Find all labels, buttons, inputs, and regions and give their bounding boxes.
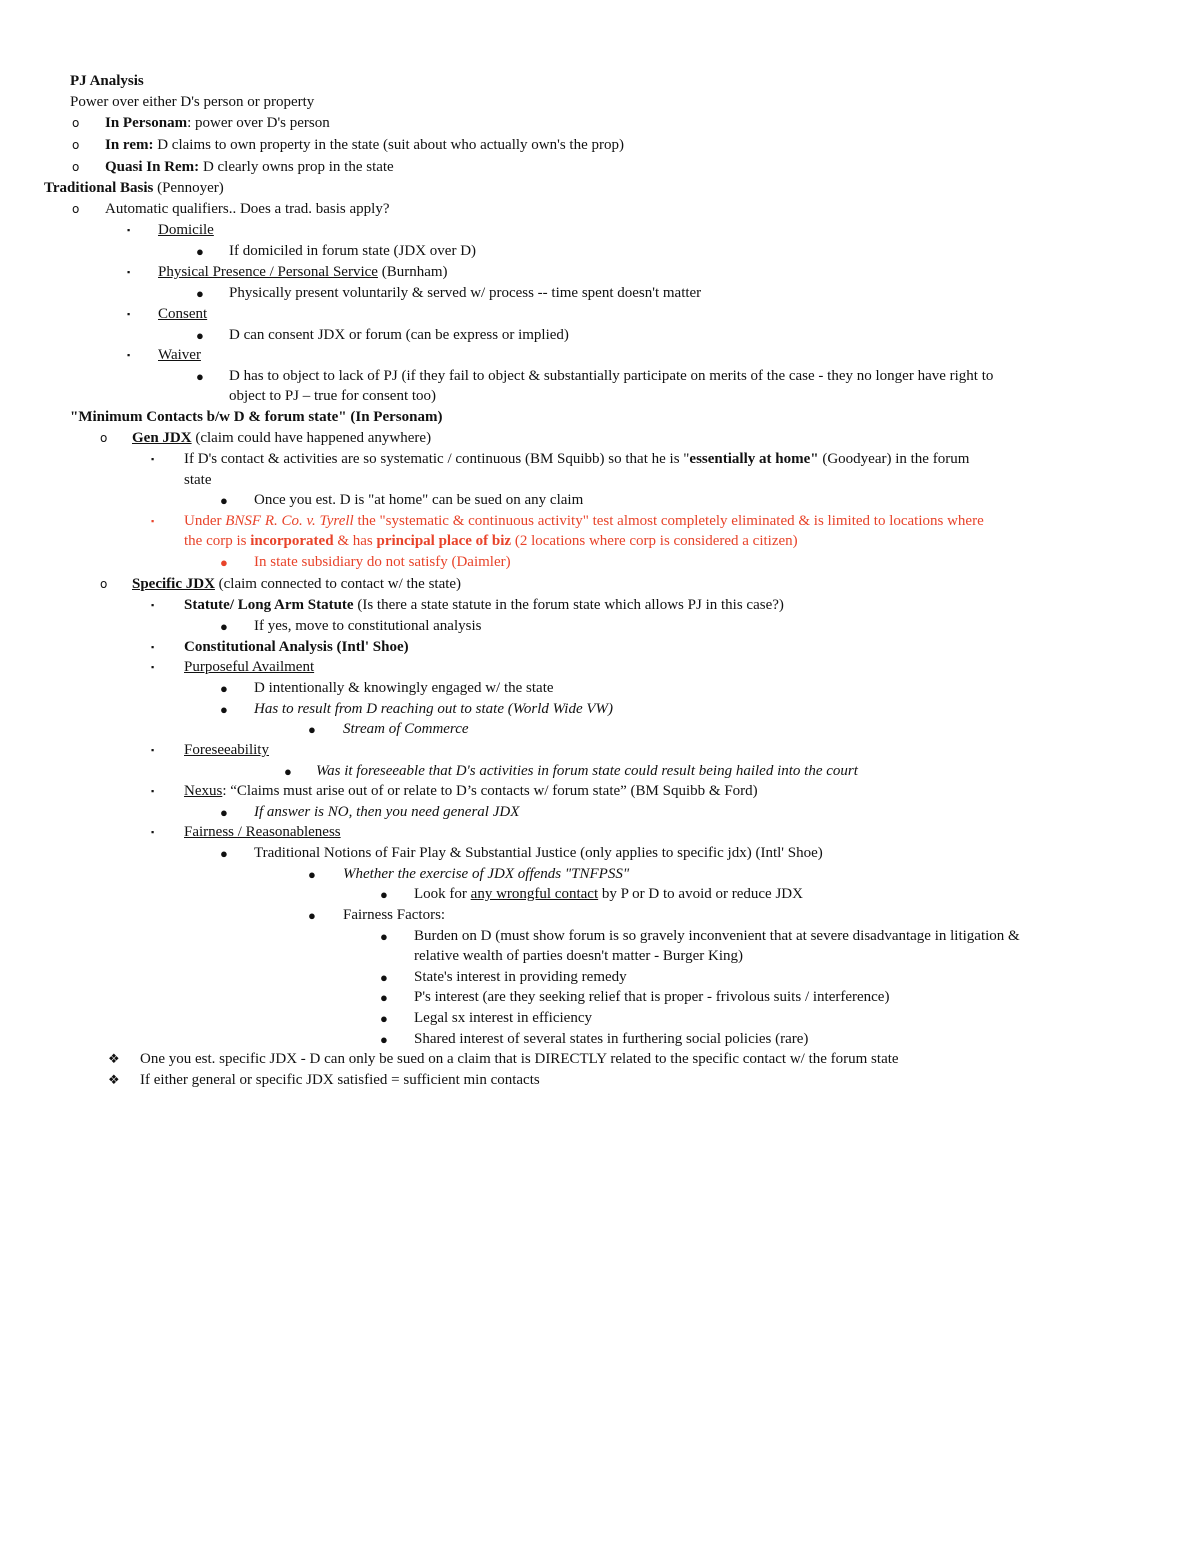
conclusion-2: If either general or specific JDX satisfied = sufficient min contacts bbox=[140, 1072, 540, 1088]
conclusion-1: One you est. specific JDX - D can only be sued on a claim that is DIRECTLY related to the specific contact w/ the forum state bbox=[140, 1051, 899, 1067]
circle-bullet-icon: o bbox=[72, 202, 80, 216]
factor-p: P's interest (are they seeking relief that is proper - frivolous suits / interference) bbox=[414, 989, 890, 1005]
specific-jdx-label: Specific JDX bbox=[132, 576, 215, 592]
square-bullet-icon: ▪ bbox=[127, 309, 131, 319]
factor-state: State's interest in providing remedy bbox=[414, 969, 627, 985]
quasi-in-rem-text: D clearly owns prop in the state bbox=[199, 159, 394, 175]
traditional-case: (Pennoyer) bbox=[153, 180, 224, 196]
diamond-bullet-icon: ❖ bbox=[108, 1073, 120, 1088]
factor-burden-1: Burden on D (must show forum is so gravely inconvenient that at severe disadvantage in litigation & bbox=[414, 928, 1020, 944]
dot-bullet-icon: ● bbox=[220, 681, 228, 696]
consent-detail: D can consent JDX or forum (can be express or implied) bbox=[229, 327, 569, 343]
lookfor-underlined: any wrongful contact bbox=[470, 886, 599, 902]
square-bullet-icon: ▪ bbox=[127, 225, 131, 235]
fairness-label: Fairness / Reasonableness bbox=[184, 824, 341, 840]
in-personam-label: In Personam bbox=[105, 115, 188, 131]
factor-shared: Shared interest of several states in furthering social policies (rare) bbox=[414, 1031, 809, 1047]
gen-rule-text-2: (Goodyear) in the forum bbox=[818, 451, 970, 467]
bnsf2-text: the corp is bbox=[184, 533, 251, 549]
gen-rule-text: If D's contact & activities are so systematic / continuous (BM Squibb) so that he is " bbox=[184, 451, 690, 467]
waiver-detail-1: D has to object to lack of PJ (if they fail to object & substantially participate on merits of the case - they no longer have right to bbox=[229, 368, 994, 384]
circle-bullet-icon: o bbox=[72, 160, 80, 174]
whether-text: Whether the exercise of JDX offends "TNFPSS" bbox=[343, 866, 630, 882]
factor-legal: Legal sx interest in efficiency bbox=[414, 1010, 592, 1026]
bnsf-text-2: the "systematic & continuous activity" test almost completely eliminated & is limited to locations where bbox=[353, 513, 984, 529]
nexus-text: : “Claims must arise out of or relate to D’s contacts w/ forum state” (BM Squibb & Ford) bbox=[222, 783, 758, 799]
dot-bullet-icon: ● bbox=[220, 555, 228, 570]
fairness-factors-label: Fairness Factors: bbox=[343, 907, 446, 923]
dot-bullet-icon: ● bbox=[196, 286, 204, 301]
bnsf2-text-3: (2 locations where corp is considered a citizen) bbox=[511, 533, 798, 549]
gen-rule-bold: essentially at home" bbox=[689, 451, 819, 467]
square-bullet-icon: ▪ bbox=[151, 662, 155, 672]
waiver-detail-2: object to PJ – true for consent too) bbox=[229, 388, 437, 404]
dot-bullet-icon: ● bbox=[380, 929, 388, 944]
dot-bullet-icon: ● bbox=[308, 867, 316, 882]
dot-bullet-icon: ● bbox=[380, 990, 388, 1005]
availment-detail-2: Has to result from D reaching out to state (World Wide VW) bbox=[254, 701, 614, 717]
square-bullet-icon: ▪ bbox=[127, 350, 131, 360]
statute-label: Statute/ Long Arm Statute bbox=[184, 597, 354, 613]
domicile-label: Domicile bbox=[158, 222, 214, 238]
traditional-question: Automatic qualifiers.. Does a trad. basis apply? bbox=[105, 201, 390, 217]
dot-bullet-icon: ● bbox=[196, 369, 204, 384]
availment-label: Purposeful Availment bbox=[184, 659, 315, 675]
circle-bullet-icon: o bbox=[72, 116, 80, 130]
waiver-label: Waiver bbox=[158, 347, 201, 363]
nexus-label: Nexus bbox=[184, 783, 223, 799]
bnsf2-incorporated: incorporated bbox=[250, 533, 334, 549]
square-bullet-icon: ▪ bbox=[127, 267, 131, 277]
dot-bullet-icon: ● bbox=[196, 328, 204, 343]
min-contacts-heading: "Minimum Contacts b/w D & forum state" (In Personam) bbox=[70, 409, 443, 425]
statute-yes-text: If yes, move to constitutional analysis bbox=[254, 618, 482, 634]
stream-of-commerce: Stream of Commerce bbox=[343, 721, 469, 737]
lookfor-text-2: by P or D to avoid or reduce JDX bbox=[598, 886, 803, 902]
square-bullet-icon: ▪ bbox=[151, 600, 155, 610]
foreseeability-question: Was it foreseeable that D's activities in forum state could result being hailed into the court bbox=[316, 763, 858, 779]
bnsf-case: BNSF R. Co. v. Tyrell bbox=[225, 513, 354, 529]
availment-detail-1: D intentionally & knowingly engaged w/ the state bbox=[254, 680, 554, 696]
in-rem-label: In rem: bbox=[105, 137, 154, 153]
circle-bullet-icon: o bbox=[100, 577, 108, 591]
specific-jdx-note: (claim connected to contact w/ the state) bbox=[214, 576, 462, 592]
factor-burden-2: relative wealth of parties doesn't matter - Burger King) bbox=[414, 948, 743, 964]
presence-detail: Physically present voluntarily & served w/ process -- time spent doesn't matter bbox=[229, 285, 702, 301]
in-rem-text: D claims to own property in the state (suit about who actually own's the prop) bbox=[153, 137, 624, 153]
dot-bullet-icon: ● bbox=[284, 764, 292, 779]
presence-case: (Burnham) bbox=[377, 264, 448, 280]
gen-jdx-note: (claim could have happened anywhere) bbox=[191, 430, 432, 446]
dot-bullet-icon: ● bbox=[308, 722, 316, 737]
quasi-in-rem-label: Quasi In Rem: bbox=[105, 159, 200, 175]
dot-bullet-icon: ● bbox=[220, 805, 228, 820]
foreseeability-label: Foreseeability bbox=[184, 742, 269, 758]
document-title: PJ Analysis bbox=[70, 73, 144, 89]
consent-label: Consent bbox=[158, 306, 208, 322]
dot-bullet-icon: ● bbox=[380, 1011, 388, 1026]
dot-bullet-icon: ● bbox=[220, 702, 228, 717]
dot-bullet-icon: ● bbox=[380, 1032, 388, 1047]
gen-jdx-label: Gen JDX bbox=[132, 430, 192, 446]
dot-bullet-icon: ● bbox=[220, 619, 228, 634]
presence-label: Physical Presence / Personal Service bbox=[158, 264, 378, 280]
square-bullet-icon: ▪ bbox=[151, 786, 155, 796]
nexus-no-text: If answer is NO, then you need general JDX bbox=[254, 804, 520, 820]
dot-bullet-icon: ● bbox=[380, 970, 388, 985]
dot-bullet-icon: ● bbox=[196, 244, 204, 259]
bnsf-text: Under bbox=[184, 513, 226, 529]
subsidiary-text: In state subsidiary do not satisfy (Daimler) bbox=[254, 554, 511, 570]
intro-text: Power over either D's person or property bbox=[70, 94, 315, 110]
gen-rule-detail: Once you est. D is "at home" can be sued on any claim bbox=[254, 492, 584, 508]
dot-bullet-icon: ● bbox=[380, 887, 388, 902]
circle-bullet-icon: o bbox=[100, 431, 108, 445]
dot-bullet-icon: ● bbox=[220, 493, 228, 508]
square-bullet-icon: ▪ bbox=[151, 642, 155, 652]
diamond-bullet-icon: ❖ bbox=[108, 1052, 120, 1067]
square-bullet-icon: ▪ bbox=[151, 745, 155, 755]
statute-text: (Is there a state statute in the forum state which allows PJ in this case?) bbox=[353, 597, 784, 613]
square-bullet-icon: ▪ bbox=[151, 454, 155, 464]
square-bullet-icon: ▪ bbox=[151, 827, 155, 837]
traditional-heading: Traditional Basis bbox=[44, 180, 154, 196]
lookfor-text: Look for bbox=[414, 886, 471, 902]
circle-bullet-icon: o bbox=[72, 138, 80, 152]
constitutional-label: Constitutional Analysis (Intl' Shoe) bbox=[184, 639, 409, 655]
traditional-notions-text: Traditional Notions of Fair Play & Substantial Justice (only applies to specific jdx) (Intl' Shoe) bbox=[254, 845, 823, 861]
bnsf2-principal-place: principal place of biz bbox=[376, 533, 512, 549]
in-personam-text: : power over D's person bbox=[187, 115, 330, 131]
square-bullet-icon: ▪ bbox=[151, 516, 155, 526]
dot-bullet-icon: ● bbox=[308, 908, 316, 923]
dot-bullet-icon: ● bbox=[220, 846, 228, 861]
gen-rule-continuation: state bbox=[184, 472, 212, 488]
bnsf2-text-2: & has bbox=[333, 533, 377, 549]
domicile-detail: If domiciled in forum state (JDX over D) bbox=[229, 243, 477, 259]
